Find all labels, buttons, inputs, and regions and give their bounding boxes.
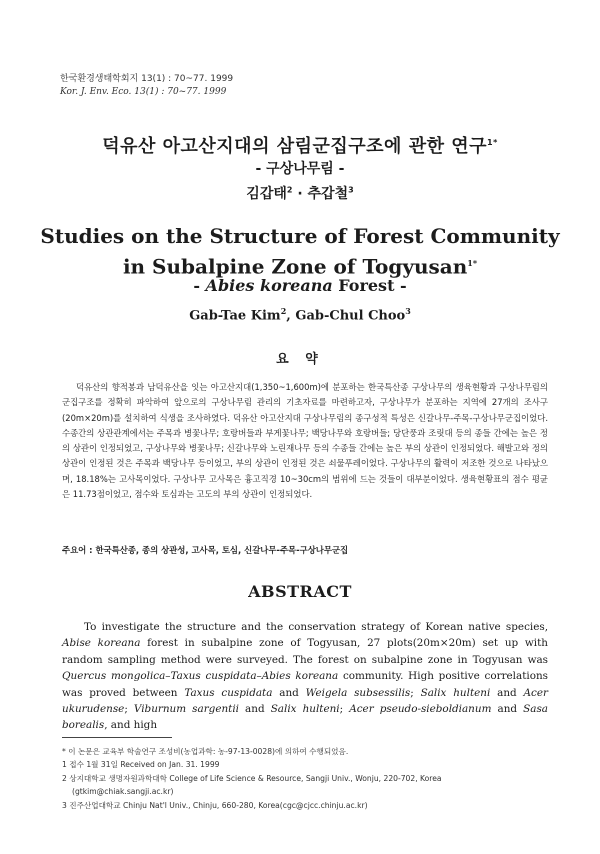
- abstract-species: Viburnum sargentii: [133, 703, 239, 716]
- abstract-text: , and high: [104, 719, 158, 732]
- abstract-text: and: [272, 686, 306, 699]
- journal-citation-english: Kor. J. Env. Eco. 13(1) : 70~77. 1999: [60, 87, 227, 97]
- abstract-species: Salix hulteni: [270, 703, 340, 716]
- korean-title-footnote-mark: 1*: [487, 138, 498, 147]
- abstract-species: Weigela subsessilis: [305, 686, 411, 699]
- korean-author-2-affil: 3: [348, 185, 354, 195]
- abstract-species: Salix hulteni: [420, 686, 491, 699]
- abstract-text: To investigate the structure and the conservation strategy of Korean native species,: [84, 621, 548, 633]
- footnote-affiliation-1: 2 상지대학교 생명자원과학대학 College of Life Science & Resource, Sangji Univ., Wonju, 220-702, Korea: [62, 773, 442, 783]
- abstract-species: Sasa borealis: [62, 703, 548, 732]
- abstract-species: Quercus mongolica–Taxus cuspidata–Abies koreana: [62, 670, 339, 683]
- abstract-species: Acer ukurudense: [62, 686, 548, 716]
- korean-title-text: 덕유산 아고산지대의 삼림군집구조에 관한 연구: [102, 136, 488, 157]
- english-author-1-affil: 2: [280, 306, 287, 316]
- korean-title: [0, 132, 600, 158]
- english-subtitle-species: Abies koreana: [205, 276, 333, 295]
- english-title-footnote-mark: 1*: [467, 258, 478, 268]
- korean-author-1-affil: 2: [286, 185, 293, 195]
- abstract-text: and: [490, 686, 524, 699]
- abstract-heading: ABSTRACT: [248, 582, 352, 601]
- footnotes: [62, 745, 548, 812]
- english-author-1: Gab-Tae Kim: [189, 308, 281, 324]
- abstract-species: Acer pseudo-sieboldianum: [349, 703, 492, 716]
- korean-summary-heading: 요 약: [276, 352, 324, 367]
- footnote-affiliation-2: 3 진주산업대학교 Chinju Nat'l Univ., Chinju, 660-280, Korea(cgc@cjcc.chinju.ac.kr): [62, 800, 368, 810]
- english-author-2: Gab-Chul Choo: [295, 308, 406, 324]
- author-separator: ·: [292, 186, 308, 202]
- abstract-text: community. High positive correlations was proved between: [62, 670, 548, 699]
- korean-summary-body: 덕유산의 향적봉과 남덕유산을 잇는 아고산지대(1,350~1,600m)에 분포하는 한국특산종 구상나무의 생육현황과 구상나무림의 군집구조를 정확히 파악하여 앞으로의 구상나무림 관리의 기초자료를 마련하고자, 구상나무가 분포하는 지역에 27개의 조사구(20m×20m)를 설치하여 식생을 조사하였다. 덕유산 아고산지대 구상나무림의 종구성적 특성은 신갈나무-주목-구상나무군집이었다. 수종간의 상관관계에서는 주목과 병꽃나무; 호랑버들과 부게꽃나무; 백당나무와 호랑버들; 당단풍과 조릿대 등의 종들 간에는 높은 정의 상관이 인정되었고, 구상나무와 병꽃나무; 신갈나무와 노린재나무 등의 수종들 간에는 높은 부의 상관이 인정되었다. 해발고와 정의 상관이 인정된 것은 주목과 백당나무 등이었고, 부의 상관이 인정된 것은 쇠물푸레이었다. 구상나무의 활력이 저조한 것으로 나타났으며, 18.18%는 고사목이었다. 구상나무 고사목은 흉고직경 10~30cm의 범위에 드는 것들이 대부분이었다. 생육현황표의 점수 평균은 11.73점이었고, 점수와 토심과는 고도의 부의 상관이 인정되었다.: [62, 382, 548, 500]
- abstract-body: [62, 619, 548, 734]
- abstract-text: ;: [410, 686, 421, 699]
- keywords-label: 주요어 :: [62, 545, 96, 555]
- english-author-separator: ,: [286, 308, 296, 324]
- abstract-text: and: [238, 703, 271, 716]
- footnote-email-1: (gtkim@chiak.sangji.ac.kr): [72, 787, 174, 797]
- footnote-funding: * 이 논문은 교육부 학술연구 조성비(농업과학: 농-97-13-0028)에 의하여 수행되었음.: [62, 747, 349, 756]
- abstract-species: Abise koreana: [62, 637, 141, 650]
- korean-author-1: 김갑태: [246, 186, 287, 202]
- english-title: [0, 223, 600, 281]
- abstract-text: and: [491, 703, 524, 716]
- keywords: [62, 544, 548, 556]
- english-subtitle-suffix: Forest -: [332, 276, 407, 295]
- journal-citation-korean: 한국환경생태학회지 13(1) : 70~77. 1999: [60, 74, 234, 84]
- english-authors: [0, 306, 600, 323]
- korean-author-2: 추갑철: [307, 186, 349, 202]
- english-subtitle-prefix: -: [193, 276, 206, 295]
- footnote-divider: [62, 737, 172, 738]
- korean-authors: [0, 183, 600, 203]
- korean-subtitle: - 구상나무림 -: [255, 161, 345, 177]
- english-subtitle: [0, 276, 600, 295]
- abstract-text: ;: [124, 703, 134, 716]
- abstract-text: ;: [339, 703, 350, 716]
- english-title-line-1: Studies on the Structure of Forest Community: [40, 224, 560, 248]
- footnote-received: 1 접수 1월 31일 Received on Jan. 31. 1999: [62, 760, 220, 770]
- abstract-species: Taxus cuspidata: [184, 686, 273, 699]
- abstract-text: forest in subalpine zone of Togyusan, 27 plots(20m×20m) set up with random sampling method were surveyed. The forest on subalpine zone in Togyusan was: [62, 637, 548, 666]
- english-title-line-2: in Subalpine Zone of Togyusan: [122, 254, 468, 279]
- keywords-text: 한국특산종, 종의 상관성, 고사목, 토심, 신갈나무-주목-구상나무군집: [95, 545, 349, 555]
- english-author-2-affil: 3: [405, 306, 411, 316]
